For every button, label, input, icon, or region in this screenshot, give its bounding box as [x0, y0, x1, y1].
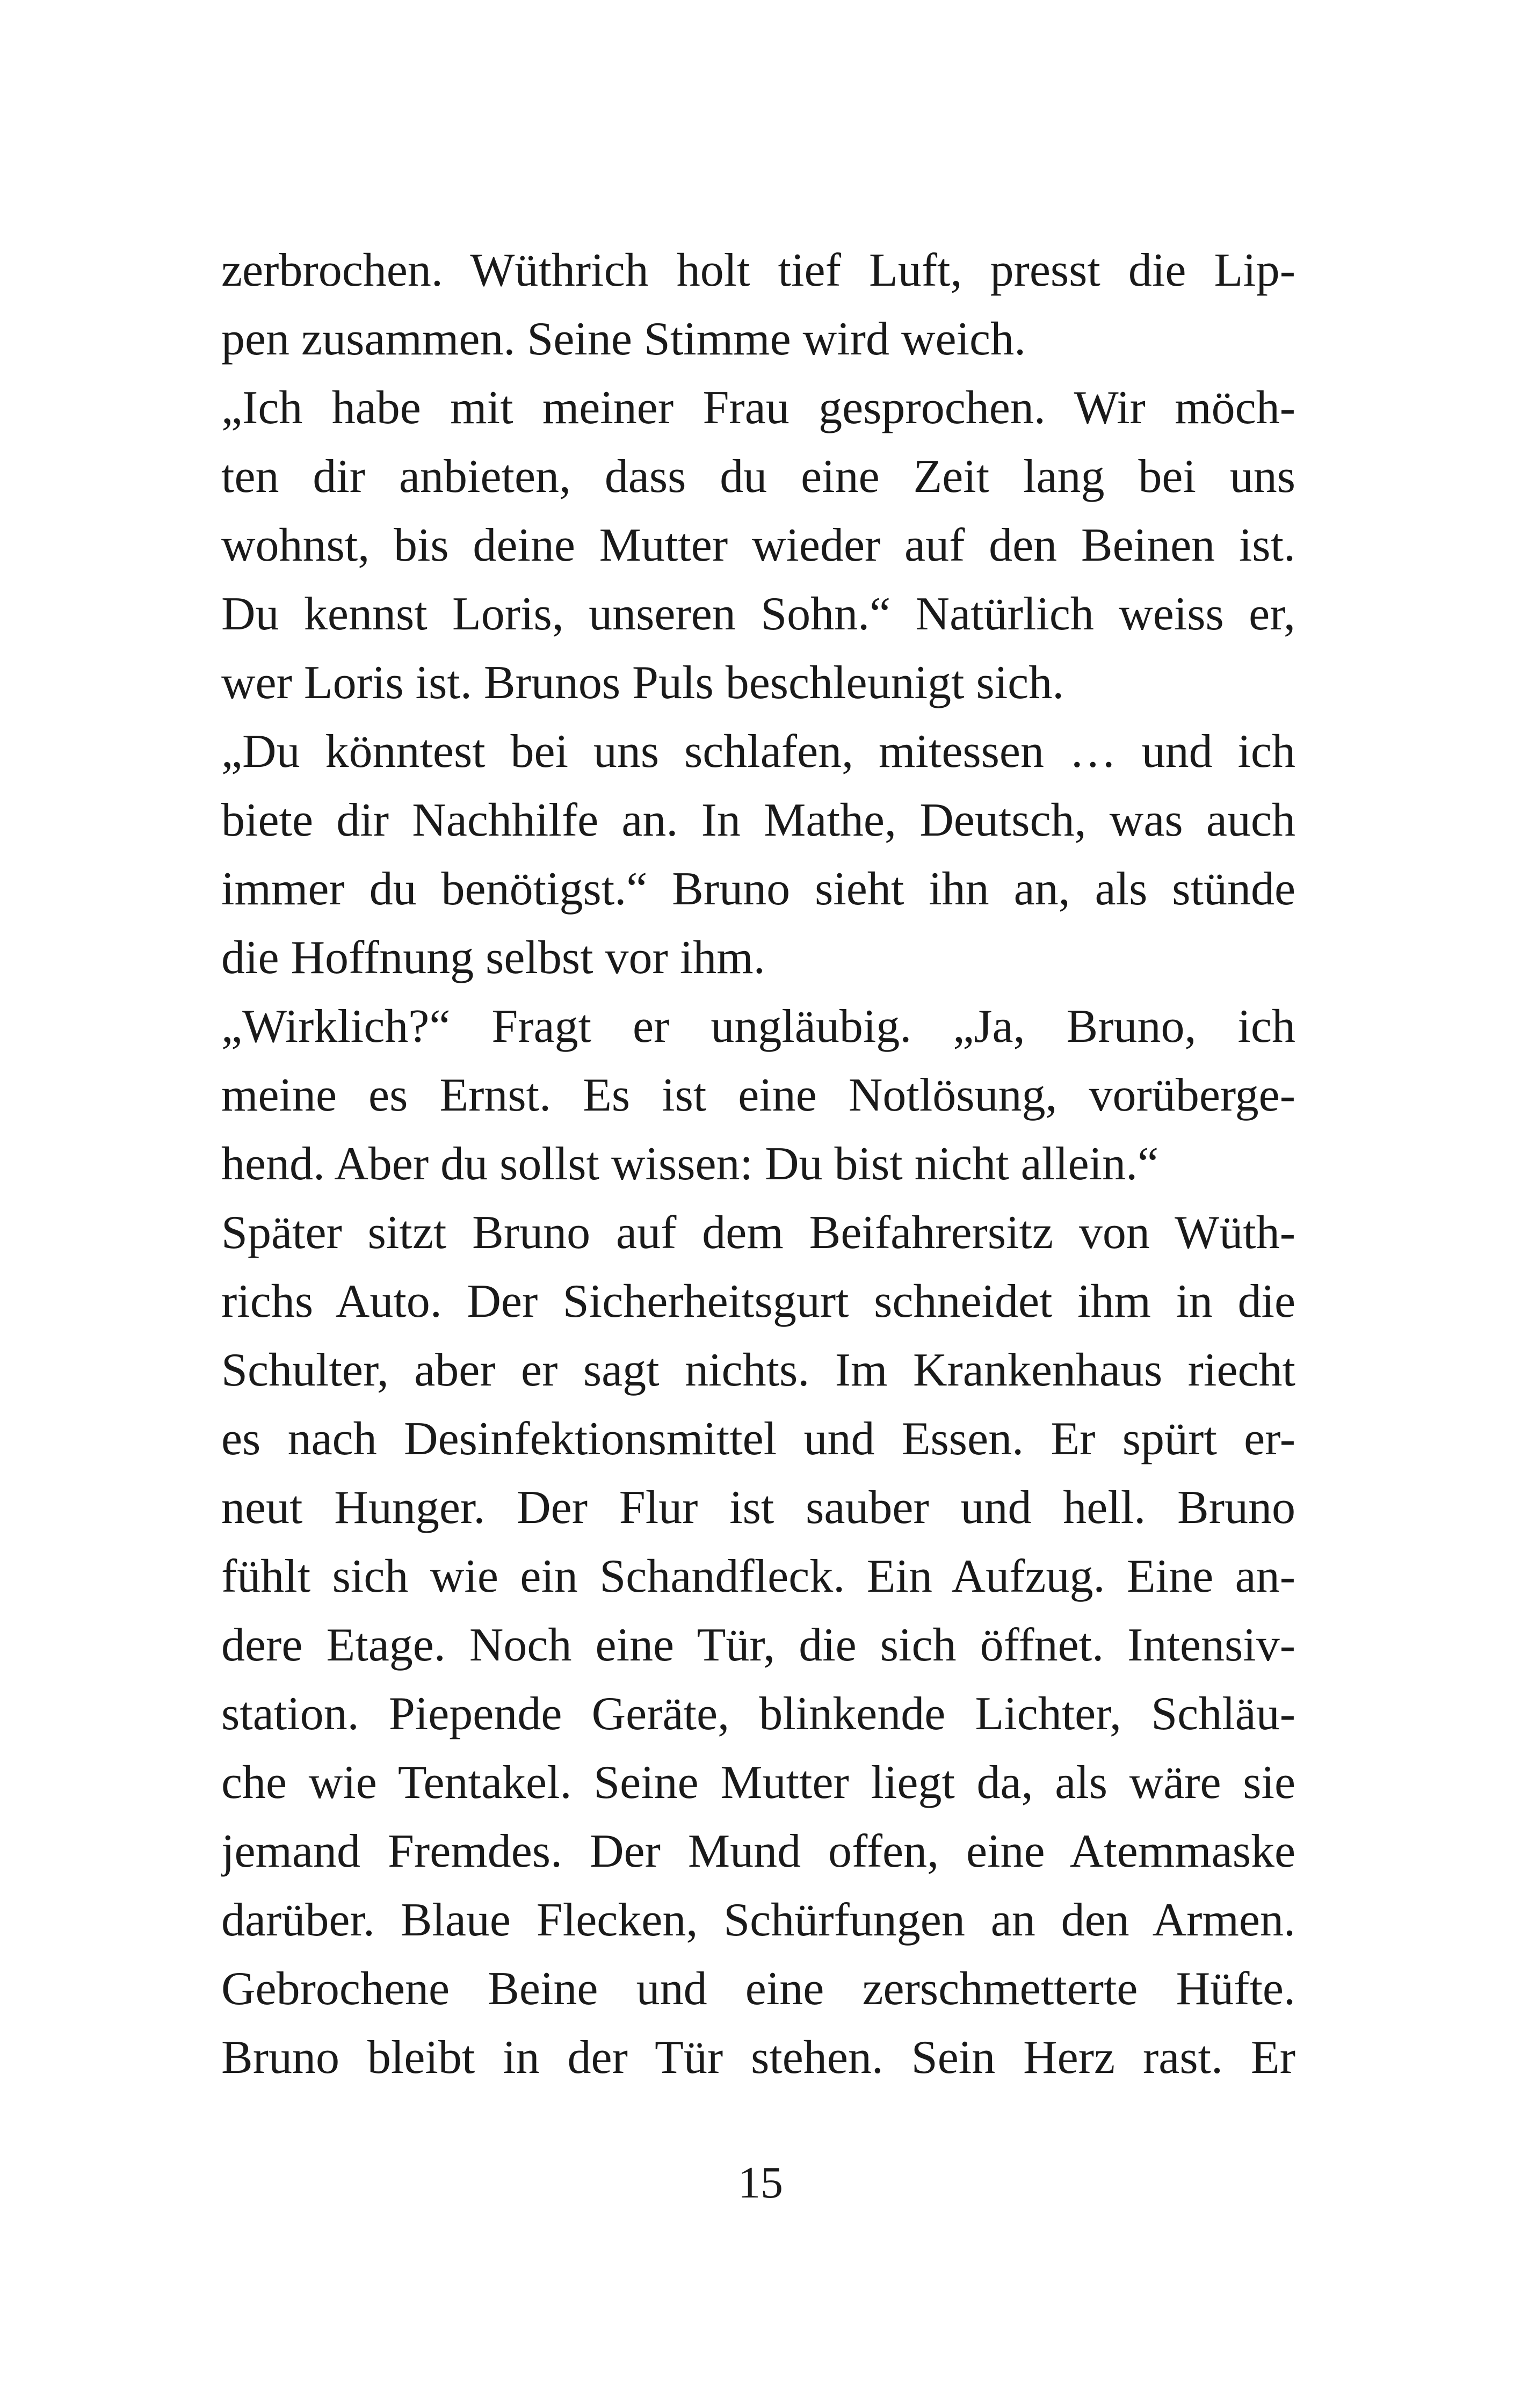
text-line: ten dir anbieten, dass du eine Zeit lang bei uns	[221, 451, 1295, 503]
page-number: 15	[738, 2158, 783, 2208]
text-line: „Wirklich?“ Fragt er ungläubig. „Ja, Bruno, ich	[221, 1000, 1295, 1053]
text-line: neut Hunger. Der Flur ist sauber und hell. Bruno	[221, 1482, 1295, 1534]
text-line: Später sitzt Bruno auf dem Beifahrersitz von Wüth-	[221, 1207, 1295, 1259]
text-line: hend. Aber du sollst wissen: Du bist nicht allein.“	[221, 1138, 1159, 1190]
text-line: wer Loris ist. Brunos Puls beschleunigt sich.	[221, 657, 1064, 709]
text-line: jemand Fremdes. Der Mund offen, eine Atemmaske	[221, 1825, 1295, 1877]
text-line: che wie Tentakel. Seine Mutter liegt da, als wäre sie	[221, 1757, 1295, 1809]
text-line: „Du könntest bei uns schlafen, mitessen … und ich	[221, 726, 1295, 778]
text-line: immer du benötigst.“ Bruno sieht ihn an, als stünde	[221, 863, 1295, 915]
text-line: pen zusammen. Seine Stimme wird weich.	[221, 313, 1026, 365]
text-line: dere Etage. Noch eine Tür, die sich öffnet. Intensiv-	[221, 1619, 1295, 1671]
text-line: meine es Ernst. Es ist eine Notlösung, vorüberge-	[221, 1069, 1295, 1121]
text-line: Gebrochene Beine und eine zerschmetterte Hüfte.	[221, 1963, 1295, 2015]
body-text	[221, 236, 1295, 2092]
text-line: wohnst, bis deine Mutter wieder auf den Beinen ist.	[221, 519, 1295, 571]
text-line: richs Auto. Der Sicherheitsgurt schneidet ihm in die	[221, 1275, 1295, 1328]
text-line: Du kennst Loris, unseren Sohn.“ Natürlich weiss er,	[221, 588, 1295, 640]
text-line: biete dir Nachhilfe an. In Mathe, Deutsch, was auch	[221, 794, 1295, 846]
text-line: Schulter, aber er sagt nichts. Im Krankenhaus riecht	[221, 1344, 1295, 1396]
text-line: die Hoffnung selbst vor ihm.	[221, 932, 765, 984]
text-line: darüber. Blaue Flecken, Schürfungen an den Armen.	[221, 1894, 1295, 1946]
text-line: es nach Desinfektionsmittel und Essen. Er spürt er-	[221, 1413, 1295, 1465]
text-line: zerbrochen. Wüthrich holt tief Luft, presst die Lip-	[221, 244, 1295, 296]
text-line: Bruno bleibt in der Tür stehen. Sein Herz rast. Er	[221, 2032, 1295, 2084]
text-line: „Ich habe mit meiner Frau gesprochen. Wir möch-	[221, 382, 1295, 434]
text-line: station. Piepende Geräte, blinkende Lichter, Schläu-	[221, 1688, 1295, 1740]
text-line: fühlt sich wie ein Schandfleck. Ein Aufzug. Eine an-	[221, 1550, 1295, 1602]
